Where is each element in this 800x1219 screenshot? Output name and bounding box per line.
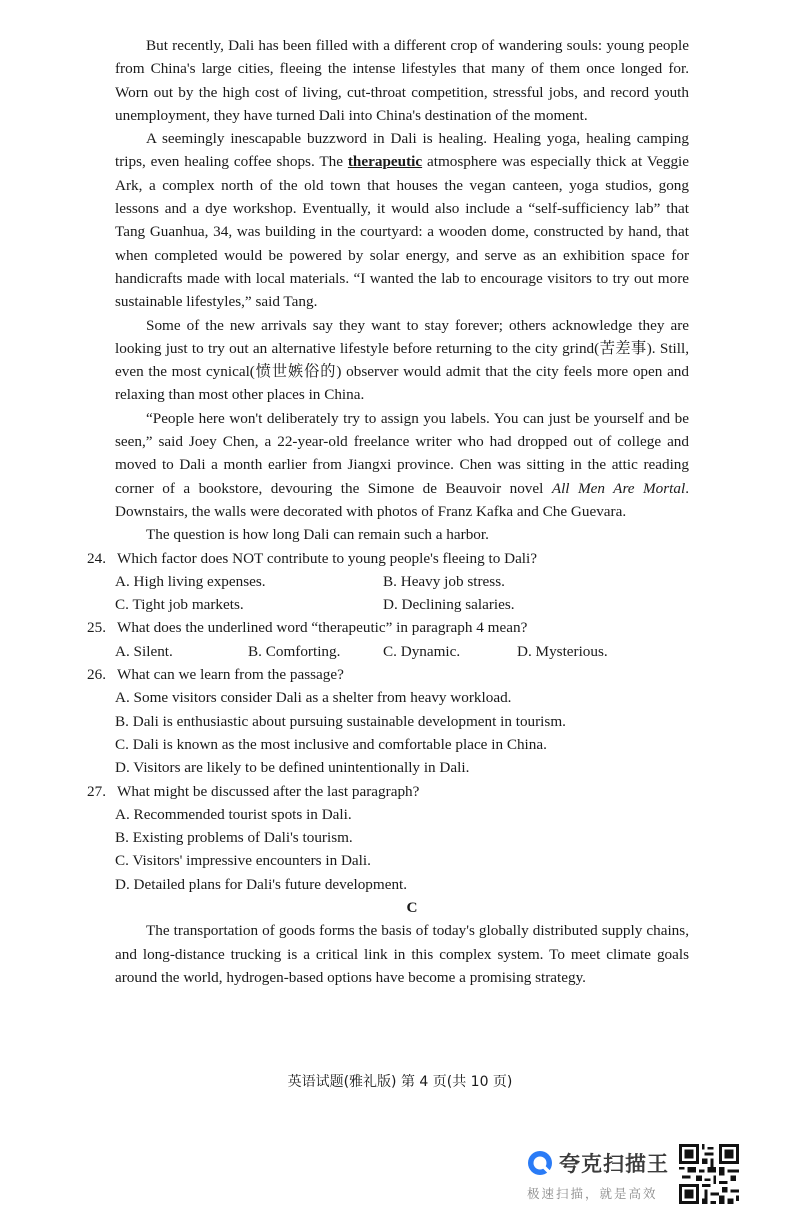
- option-a: A. High living expenses.: [115, 572, 266, 590]
- passage-paragraph-3: Some of the new arrivals say they want to stay forever; others acknowledge they are looking just to try out an alternative lifestyle before returning to the city grind(苦差事). Still, even the most cynical(愤世嫉俗的) observer would admit that the city feels more open and relaxing than most other places in China.: [115, 316, 689, 404]
- option-a: A. Silent.: [115, 642, 173, 660]
- scanner-logo-icon: [527, 1150, 553, 1176]
- watermark-title: 夸克扫描王: [559, 1152, 669, 1176]
- question-26: [87, 663, 689, 686]
- question-text: What can we learn from the passage?: [117, 666, 344, 684]
- page-footer: 英语试题(雅礼版) 第 4 页(共 10 页): [287, 1074, 513, 1090]
- question-25-options: [115, 640, 689, 663]
- question-24: [87, 547, 689, 570]
- question-number: 25.: [87, 619, 106, 637]
- passage-paragraph-1: But recently, Dali has been filled with a different crop of wandering souls: young people from China's large cities, fleeing the intense lifestyles that many of them once longed for. Worn out by the high cost of living, cut-throat competition, stressful jobs, and record youth unemployment, they have turned Dali into China's destination of the moment.: [115, 37, 689, 124]
- option-d: D. Visitors are likely to be defined unintentionally in Dali.: [115, 759, 470, 777]
- option-b: B. Heavy job stress.: [383, 572, 505, 590]
- option-a: A. Recommended tourist spots in Dali.: [115, 805, 352, 823]
- paragraph-2-text-after: atmosphere was especially thick at Veggie Ark, a complex north of the old town that houses the vegan canteen, yoga studios, gong lessons and a dye workshop. Eventually, it would also include a “self-sufficiency lab” that Tang Guanhua, 34, was building in the courtyard: a wooden dome, constructed by hand, that when completed would be powered by solar energy, and serve as an exhibition space for handicrafts made with local materials. “I wanted the lab to encourage visitors to try out more sustainable lifestyles,” said Tang.: [115, 153, 689, 311]
- question-text: What does the underlined word “therapeutic” in paragraph 4 mean?: [117, 619, 528, 637]
- question-24-options: [115, 570, 689, 617]
- option-c: C. Tight job markets.: [115, 596, 244, 614]
- paragraph-2-text-before: A seemingly inescapable buzzword in Dali is healing. Healing yoga, healing camping trips, even healing coffee shops. The: [115, 130, 689, 171]
- option-c: C. Visitors' impressive encounters in Dali.: [115, 852, 371, 870]
- paragraph-4-text-after: . Downstairs, the walls were decorated with photos of Franz Kafka and Che Guevara.: [115, 479, 689, 520]
- paragraph-4-text-before: “People here won't deliberately try to assign you labels. You can just be yourself and be seen,” said Joey Chen, a 22-year-old freelance writer who had dropped out of college and moved to Dali a month earlier from Jiangxi province. Chen was sitting in the attic reading corner of a bookstore, devouring the Simone de Beauvoir novel: [115, 409, 689, 497]
- underlined-word: therapeutic: [347, 153, 423, 171]
- novel-title: All Men Are Mortal: [551, 479, 686, 497]
- option-b: B. Comforting.: [248, 642, 341, 660]
- question-27-options: [115, 803, 689, 896]
- passage-paragraph-2: [115, 127, 689, 313]
- scanner-watermark: [527, 1146, 677, 1206]
- option-b: B. Existing problems of Dali's tourism.: [115, 829, 353, 847]
- option-c: C. Dali is known as the most inclusive and comfortable place in China.: [115, 735, 547, 753]
- option-d: D. Declining salaries.: [383, 596, 515, 614]
- section-c-paragraph-1: The transportation of goods forms the basis of today's globally distributed supply chains, and long-distance trucking is a critical link in this complex system. To meet climate goals around the world, hydrogen-based options have become a promising strategy.: [115, 922, 689, 986]
- question-number: 24.: [87, 549, 106, 567]
- question-27: [87, 780, 689, 803]
- question-text: What might be discussed after the last paragraph?: [117, 782, 420, 800]
- option-d: D. Detailed plans for Dali's future development.: [115, 875, 408, 893]
- question-26-options: [115, 686, 689, 779]
- section-heading-c: C: [406, 898, 418, 916]
- question-number: 27.: [87, 782, 106, 800]
- question-text: Which factor does NOT contribute to young people's fleeing to Dali?: [117, 549, 537, 567]
- document-page: [87, 34, 689, 989]
- option-a: A. Some visitors consider Dali as a shelter from heavy workload.: [115, 689, 512, 707]
- option-d: D. Mysterious.: [517, 642, 608, 660]
- qr-code-icon: [679, 1143, 739, 1205]
- question-25: [87, 616, 689, 639]
- question-number: 26.: [87, 666, 106, 684]
- watermark-subtitle: 极速扫描，就是高效: [527, 1186, 658, 1201]
- passage-paragraph-4: [115, 407, 689, 523]
- passage-paragraph-5: The question is how long Dali can remain such a harbor.: [146, 526, 489, 544]
- option-c: C. Dynamic.: [383, 642, 461, 660]
- option-b: B. Dali is enthusiastic about pursuing sustainable development in tourism.: [115, 712, 566, 730]
